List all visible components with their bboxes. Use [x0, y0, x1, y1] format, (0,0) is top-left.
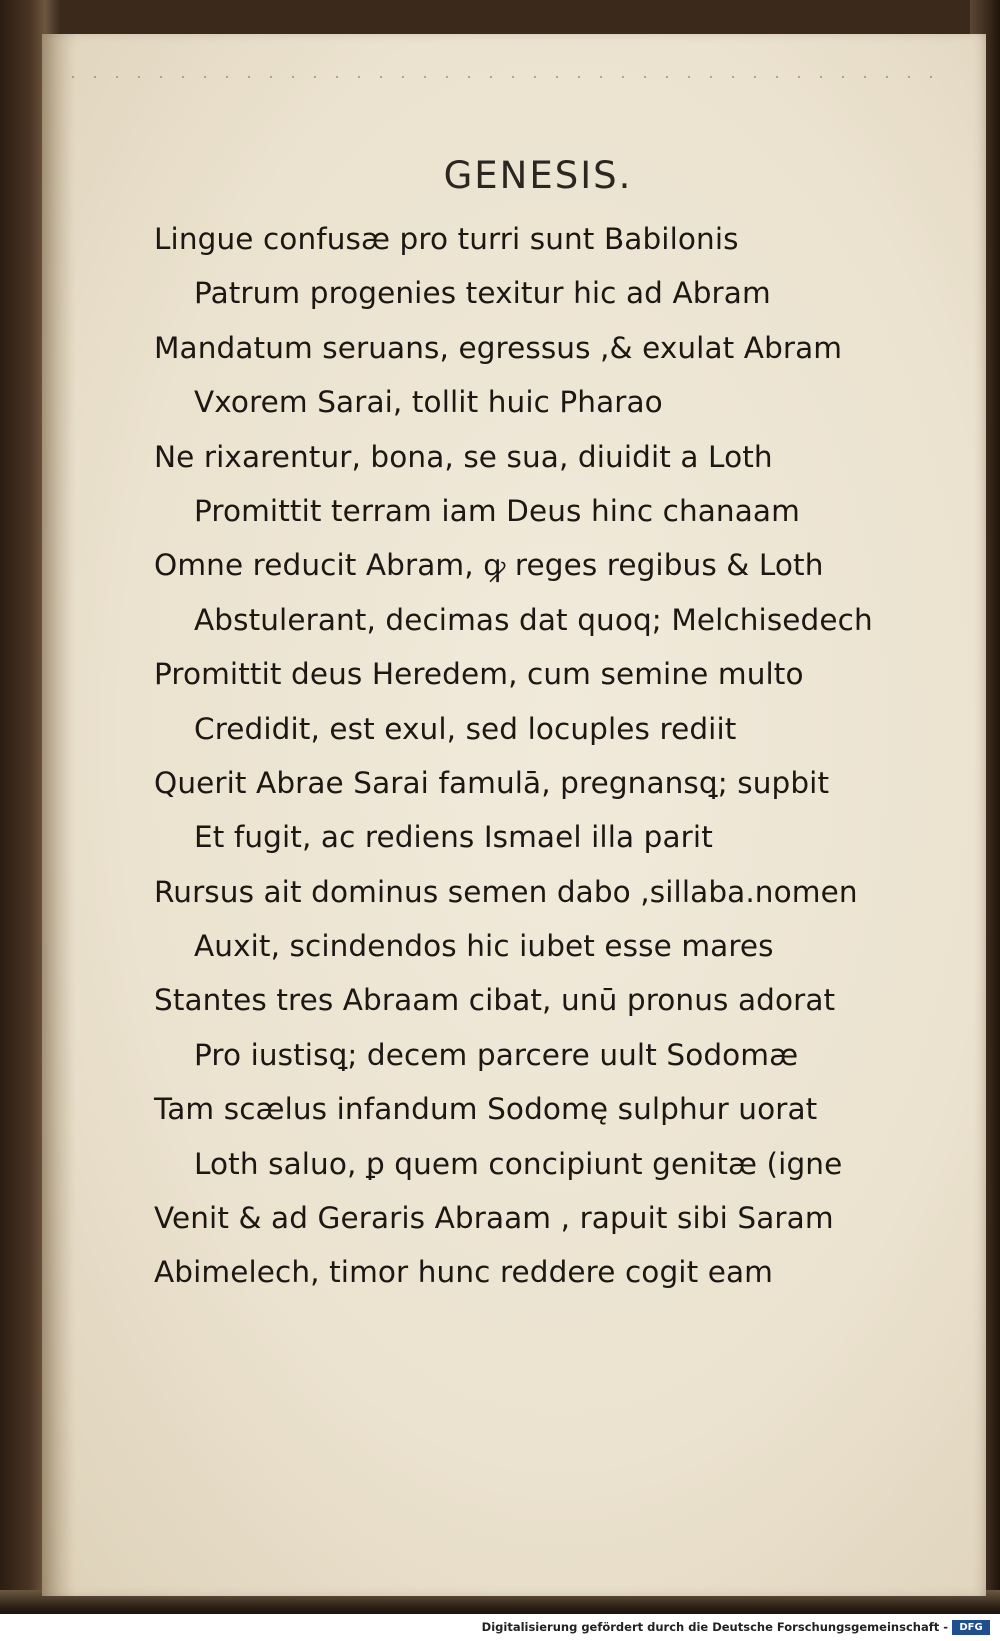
verse-line: Querit Abrae Sarai famulā, pregnansꝗ; supbit — [154, 765, 830, 800]
verse-line: Abimelech, timor hunc reddere cogit eam — [154, 1255, 773, 1290]
verse-line: Promittit deus Heredem, cum semine multo — [154, 657, 804, 692]
verse-list — [154, 212, 954, 1300]
verse-line: Credidit, est exul, sed locuples rediit — [194, 711, 737, 746]
verse-line: Rursus ait dominus semen dabo ,sillaba.nomen — [154, 874, 858, 909]
verse-line: Vxorem Sarai, tollit huic Pharao — [194, 385, 663, 420]
verse-line: Auxit, scindendos hic iubet esse mares — [194, 929, 774, 964]
verse-line: Ne rixarentur, bona, se sua, diuidit a Loth — [154, 439, 773, 474]
verse-line: Pro iustisꝗ; decem parcere uult Sodomæ — [194, 1037, 799, 1072]
verse-line: Stantes tres Abraam cibat, unū pronus adorat — [154, 983, 836, 1018]
digitization-credit: Digitalisierung gefördert durch die Deutsche Forschungsgemeinschaft - — [481, 1620, 948, 1634]
verse-line: Abstulerant, decimas dat quoq; Melchisedech — [194, 602, 873, 637]
verse-line: Promittit terram iam Deus hinc chanaam — [194, 493, 800, 528]
verse-line: Venit & ad Geraris Abraam , rapuit sibi Saram — [154, 1201, 834, 1236]
verse-line: Et fugit, ac rediens Ismael illa parit — [194, 820, 713, 855]
verse-line: Omne reducit Abram, ꝙ reges regibus & Loth — [154, 548, 824, 583]
verse-line: Loth saluo, ꝑ quem concipiunt genitæ (igne — [194, 1146, 843, 1181]
verse-line: Mandatum seruans, egressus ,& exulat Abram — [154, 330, 843, 365]
book-page — [42, 34, 986, 1596]
verse-line: Lingue confusæ pro turri sunt Babilonis — [154, 222, 739, 256]
verse-line: Patrum progenies texitur hic ad Abram — [194, 276, 771, 311]
verse-line: Tam scælus infandum Sodomę sulphur uorat — [154, 1092, 818, 1127]
page-gutter-shadow — [42, 34, 76, 1596]
page-title: GENESIS. — [443, 154, 633, 197]
dfg-logo: DFG — [952, 1620, 990, 1635]
dotted-rule — [62, 76, 942, 78]
